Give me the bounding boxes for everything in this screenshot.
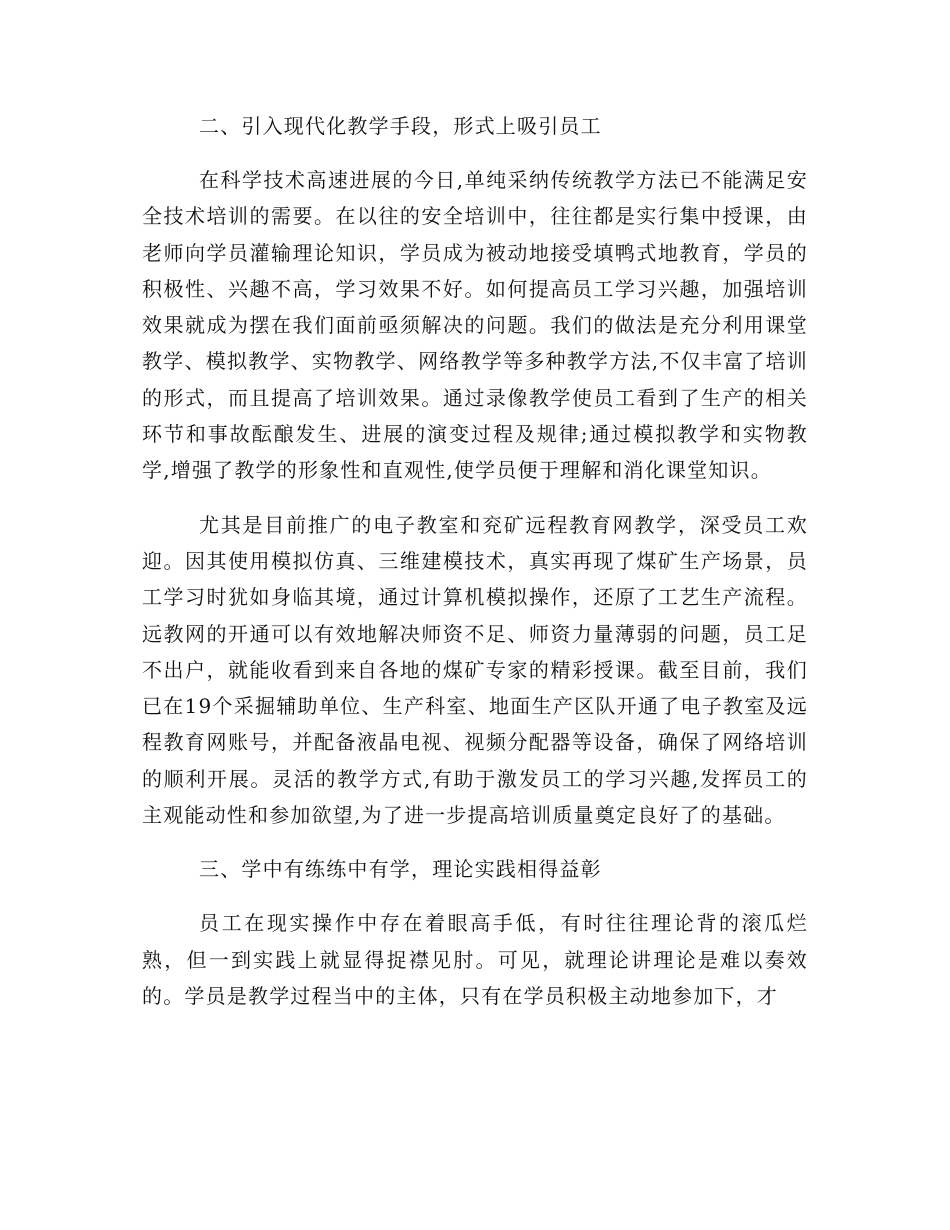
paragraph-electronic-classroom: 尤其是目前推广的电子教室和兖矿远程教育网教学，深受员工欢迎。因其使用模拟仿真、三维建模技术，真实再现了煤矿生产场景，员工学习时犹如身临其境，通过计算机模拟操作，还原了工艺生产流程。远教网的开通可以有效地解决师资不足、师资力量薄弱的问题，员工足不出户，就能收看到来自各地的煤矿专家的精彩授课。截至目前，我们已在19个采掘辅助单位、生产科室、地面生产区队开通了电子教室及远程教育网账号，并配备液晶电视、视频分配器等设备，确保了网络培训的顺利开展。灵活的教学方式,有助于激发员工的学习兴趣,发挥员工的主观能动性和参加欲望,为了进一步提高培训质量奠定良好了的基础。 [142,512,808,828]
document-body [142,108,808,1014]
paragraph-theory-practice: 员工在现实操作中存在着眼高手低，有时往往理论背的滚瓜烂熟，但一到实践上就显得捉襟见肘。可见，就理论讲理论是难以奏效的。学员是教学过程当中的主体，只有在学员积极主动地参加下，才 [142,911,808,1008]
section-heading-2: 二、引入现代化教学手段，形式上吸引员工 [199,114,602,138]
section-heading-3: 三、学中有练练中有学，理论实践相得益彰 [199,857,602,882]
paragraph-teaching-methods: 在科学技术高速进展的今日,单纯采纳传统教学方法已不能满足安全技术培训的需要。在以往的安全培训中，往往都是实行集中授课，由老师向学员灌输理论知识，学员成为被动地接受填鸭式地教育，学员的积极性、兴趣不高，学习效果不好。如何提高员工学习兴趣，加强培训效果就成为摆在我们面前亟须解决的问题。我们的做法是充分利用课堂教学、模拟教学、实物教学、网络教学等多种教学方法,不仅丰富了培训的形式，而且提高了培训效果。通过录像教学使员工看到了生产的相关环节和事故酝酿发生、进展的演变过程及规律;通过模拟教学和实物教学,增强了教学的形象性和直观性,使学员便于理解和消化课堂知识。 [142,168,808,483]
